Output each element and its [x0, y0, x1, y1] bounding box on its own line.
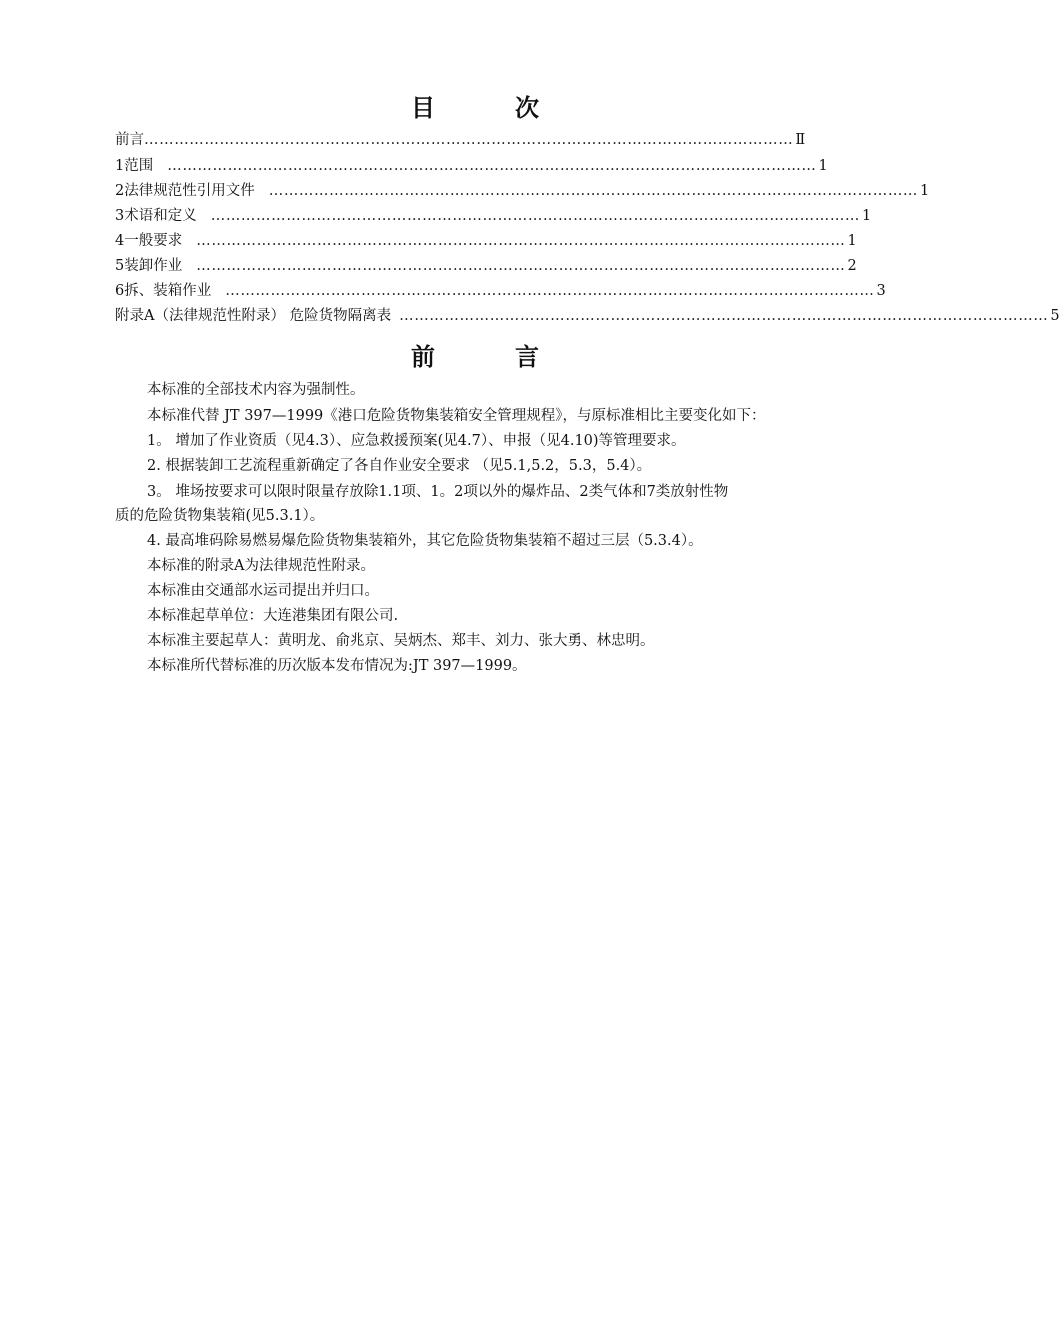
toc-entry-1[interactable]	[115, 155, 828, 177]
toc-entry-number: 3	[115, 208, 125, 224]
preface-list-item: 4. 最高堆码除易燃易爆危险货物集装箱外，其它危险货物集装箱不超过三层（5.3.4）。	[147, 533, 703, 549]
toc-entry-text: 附录A（法律规范性附录） 危险货物隔离表	[115, 308, 392, 324]
preface-list-item: 2. 根据装卸工艺流程重新确定了各自作业安全要求 （见5.1,5.2，5.3，5.4）。	[147, 458, 652, 474]
toc-entry-3[interactable]	[115, 205, 872, 227]
preface-paragraph: 本标准由交通部水运司提出并归口。	[147, 583, 379, 599]
toc-entry-text: 术语和定义	[124, 208, 197, 224]
preface-title: 前 言	[411, 343, 567, 371]
toc-leader-dots: …………………………………………………………………………………………………………………	[399, 308, 1049, 324]
toc-leader-dots: …………………………………………………………………………………………………………………	[167, 158, 817, 174]
toc-entry-text: 拆、装箱作业	[124, 283, 212, 299]
toc-entry-6[interactable]	[115, 280, 886, 302]
toc-entry-number: 4	[115, 233, 125, 249]
toc-leader-dots: …………………………………………………………………………………………………………………	[196, 233, 846, 249]
preface-paragraph: 本标准所代替标准的历次版本发布情况为:JT 397—1999。	[147, 658, 527, 674]
preface-paragraph: 本标准代替 JT 397—1999《港口危险货物集装箱安全管理规程》，与原标准相比主要变化如下：	[147, 408, 766, 424]
toc-entry-page: 2	[847, 258, 857, 274]
toc-entry-number: 2	[115, 183, 125, 199]
toc-leader-dots: …………………………………………………………………………………………………………………	[210, 208, 861, 224]
toc-entry-text: 一般要求	[124, 233, 183, 249]
toc-entry-2[interactable]	[115, 180, 930, 202]
toc-title: 目 次	[411, 94, 567, 122]
toc-entry-4[interactable]	[115, 230, 857, 252]
toc-entry-page: 1	[847, 233, 857, 249]
preface-list-item-continuation: 质的危险货物集装箱(见5.3.1）。	[115, 508, 325, 524]
toc-leader-dots: …………………………………………………………………………………………………………………	[225, 283, 875, 299]
toc-entry-preface[interactable]	[115, 129, 806, 151]
toc-entry-text: 装卸作业	[124, 258, 183, 274]
preface-paragraph: 本标准起草单位：大连港集团有限公司.	[147, 608, 399, 624]
toc-leader-dots: …………………………………………………………………………………………………………………	[144, 132, 794, 148]
preface-list-item: 3。 堆场按要求可以限时限量存放除1.1项、1。2项以外的爆炸品、2类气体和7类放射性物	[147, 484, 729, 500]
toc-entry-text: 前言	[115, 132, 144, 148]
preface-paragraph: 本标准的附录A为法律规范性附录。	[147, 558, 375, 574]
preface-paragraph: 本标准的全部技术内容为强制性。	[147, 382, 365, 398]
toc-entry-page: 1	[920, 183, 930, 199]
toc-entry-page: 5	[1050, 308, 1060, 324]
preface-list-item: 1。 增加了作业资质（见4.3）、应急救援预案(见4.7）、申报（见4.10)等管理要求。	[147, 433, 686, 449]
toc-entry-number: 6	[115, 283, 125, 299]
toc-leader-dots: …………………………………………………………………………………………………………………	[268, 183, 919, 199]
toc-entry-text: 范围	[124, 158, 154, 174]
toc-entry-number: 5	[115, 258, 125, 274]
preface-paragraph: 本标准主要起草人：黄明龙、俞兆京、吴炳杰、郑丰、刘力、张大勇、林忠明。	[147, 633, 655, 649]
toc-entry-page: 1	[818, 158, 828, 174]
toc-entry-number: 1	[115, 158, 125, 174]
toc-entry-page: 1	[862, 208, 872, 224]
toc-entry-page: Ⅱ	[795, 132, 806, 148]
toc-entry-appendix-a[interactable]	[115, 305, 1060, 327]
toc-entry-page: 3	[876, 283, 886, 299]
toc-entry-5[interactable]	[115, 255, 857, 277]
toc-entry-text: 法律规范性引用文件	[124, 183, 255, 199]
toc-leader-dots: …………………………………………………………………………………………………………………	[196, 258, 846, 274]
